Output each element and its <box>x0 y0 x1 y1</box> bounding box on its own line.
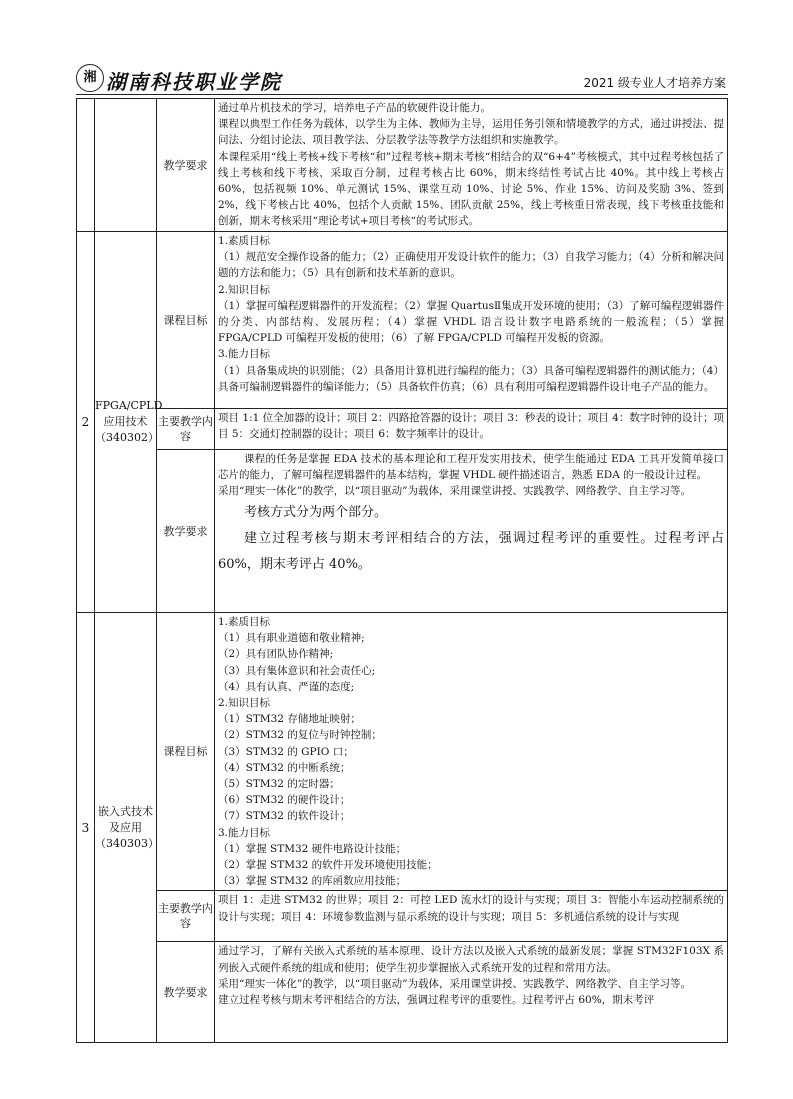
main-content-label: 主要教学内容 <box>157 409 215 450</box>
goal-item: （4）STM32 的中断系统； <box>218 761 351 774</box>
goal-item: （7）STM32 的软件设计； <box>218 810 351 823</box>
goal-item: （1）掌握 STM32 硬件电路设计技能； <box>218 842 407 855</box>
goal-heading: 3.能力目标 <box>218 348 271 361</box>
goal-item: （1）具有职业道德和敬业精神; <box>218 632 365 645</box>
table-row <box>77 409 728 450</box>
teaching-requirements-text <box>215 942 728 1043</box>
paragraph: 采用“理实一体化”的教学，以“项目驱动”为载体，采用课堂讲授、实践教学、网络教学、自主学习等。 <box>218 485 691 498</box>
table-row <box>77 232 728 409</box>
goal-heading: 2.知识目标 <box>218 283 271 296</box>
course-goals-text <box>215 232 728 409</box>
school-logo-icon: 湘 <box>76 64 104 92</box>
goal-heading: 3.能力目标 <box>218 826 271 839</box>
table-row <box>77 450 728 613</box>
goal-item: （2）掌握 STM32 的软件开发环境使用技能； <box>218 859 438 872</box>
paragraph: 考核方式分为两个部分。 <box>244 504 388 520</box>
teaching-requirements-label: 教学要求 <box>157 450 215 613</box>
paragraph: 本课程采用“线上考核+线下考核“和”过程考核+期末考核“相结合的双“6+4”考核模式，其中过程考核包括了线上考核和线下考核，采取百分制，过程考核占比 60%，期末终结性考试占比 40%。其中线上考核占 60%，包括视频 10%、单元测试 15%、课堂互动 10%、讨论 5%、作业 15%、访问及奖励 3%、签到 2%，线下考核占比 40%，包括个人贡献 15%、团队贡献 25%，线上考核重日常表现，线下考核重技能和创新，期末考核采用“理论考试+项目考核“的考试形式。 <box>218 150 724 228</box>
course-goals-label: 课程目标 <box>157 232 215 409</box>
goal-heading: 1.素质目标 <box>218 616 271 628</box>
teaching-requirements-text <box>215 99 728 232</box>
goal-item: （4）具有认真、严谨的态度; <box>218 680 355 693</box>
goal-item: （3）具有集体意识和社会责任心; <box>218 664 376 677</box>
goal-item: （1）具备集成块的识别能；（2）具备用计算机进行编程的能力；（3）具备可编程逻辑器件的测试能力；（4）具备可编制逻辑器件的编译能力；（5）具备软件仿真；（6）具有利用可编程逻辑器件设计电子产品的能力。 <box>218 364 724 393</box>
teaching-requirements-label: 教学要求 <box>157 942 215 1043</box>
course-name: 嵌入式技术及应用（340303） <box>95 613 157 1043</box>
goal-item: （1）掌握可编程逻辑器件的开发流程；（2）掌握 QuartusⅡ集成开发环境的使用；（3）了解可编程逻辑器件的分类、内部结构、发展历程；（4）掌握 VHDL 语言设计数字电路系统的一般流程；（5）掌握 FPGA/CPLD 可编程开发板的使用；（6）了解 FPGA/CPLD 可编程开发板的资源。 <box>218 299 724 345</box>
row-number-cell <box>77 99 95 232</box>
paragraph: 课程以典型工作任务为载体，以学生为主体、教师为主导，运用任务引领和情境教学的方式，通过讲授法、提问法、分组讨论法、项目教学法、分层教学法等教学方法组织和实施教学。 <box>218 118 724 147</box>
curriculum-table <box>76 98 728 1043</box>
teaching-requirements-label: 教学要求 <box>157 99 215 232</box>
teaching-requirements-text <box>215 450 728 613</box>
page-header <box>76 66 728 95</box>
goal-item: （2）STM32 的复位与时钟控制； <box>218 729 382 742</box>
goal-item: （3）STM32 的 GPIO 口； <box>218 745 354 758</box>
document-title: 2021 级专业人才培养方案 <box>583 76 726 90</box>
paragraph: 通过学习，了解有关嵌入式系统的基本原理、设计方法以及嵌入式系统的最新发展；掌握 STM32F103X 系列嵌入式硬件系统的组成和使用；使学生初步掌握嵌入式系统开发的过程和常用方法。 <box>218 945 724 974</box>
goal-item: （1）规范安全操作设备的能力；（2）正确使用开发设计软件的能力；（3）自我学习能力；（4）分析和解决问题的方法和能力；（5）具有创新和技术革新的意识。 <box>218 251 724 280</box>
row-number: 3 <box>77 613 95 1043</box>
course-name: FPGA/CPLD 应用技术（340302） <box>95 232 157 613</box>
goal-item: （2）具有团队协作精神; <box>218 648 334 661</box>
paragraph: 建立过程考核与期末考评相结合的方法，强调过程考评的重要性。过程考评占 60%，期末考评 <box>218 994 655 1007</box>
table-row <box>77 613 728 891</box>
table-row <box>77 942 728 1043</box>
goal-item: （1）STM32 存储地址映射； <box>218 713 361 726</box>
row-number: 2 <box>77 232 95 613</box>
goal-heading: 2.知识目标 <box>218 697 271 710</box>
goal-heading: 1.素质目标 <box>218 235 271 247</box>
goal-item: （3）掌握 STM32 的库函数应用技能； <box>218 875 407 888</box>
paragraph: 课程的任务是掌握 EDA 技术的基本理论和工程开发实用技术，使学生能通过 EDA 工具开发简单接口芯片的能力，了解可编程逻辑器件的基本结构，掌握 VHDL 硬件描述语言，熟悉 EDA 的一般设计过程。 <box>218 453 724 482</box>
main-content-text: 项目 1：走进 STM32 的世界；项目 2：可控 LED 流水灯的设计与实现；项目 3：智能小车运动控制系统的设计与实现；项目 4：环境参数监测与显示系统的设计与实现；项目 5：多机通信系统的设计与实现 <box>215 891 728 942</box>
paragraph: 通过单片机技术的学习，培养电子产品的软硬件设计能力。 <box>218 102 491 114</box>
table-row <box>77 99 728 232</box>
goal-item: （6）STM32 的硬件设计； <box>218 794 351 807</box>
main-content-label: 主要教学内容 <box>157 891 215 942</box>
goal-item: （5）STM32 的定时器； <box>218 778 340 791</box>
table-row <box>77 891 728 942</box>
paragraph: 采用“理实一体化”的教学，以“项目驱动”为载体，采用课堂讲授、实践教学、网络教学、自主学习等。 <box>218 977 691 990</box>
course-goals-label: 课程目标 <box>157 613 215 891</box>
paragraph: 建立过程考核与期末考评相结合的方法，强调过程考评的重要性。过程考评占 60%，期末考评占 40%。 <box>218 530 724 572</box>
course-goals-text <box>215 613 728 891</box>
school-name: 湖南科技职业学院 <box>106 70 282 94</box>
main-content-text: 项目 1:1 位全加器的设计；项目 2：四路抢答器的设计；项目 3：秒表的设计；项目 4：数字时钟的设计；项目 5：交通灯控制器的设计；项目 6：数字频率计的设计。 <box>215 409 728 450</box>
course-name-cell <box>95 99 157 232</box>
